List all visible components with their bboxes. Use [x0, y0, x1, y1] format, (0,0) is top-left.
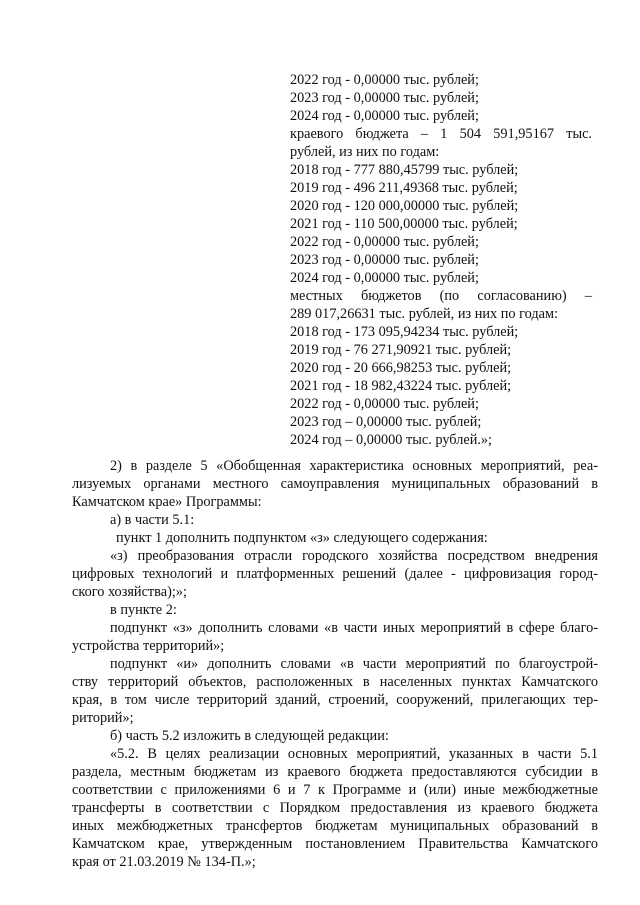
budget-line: 2023 год - 0,00000 тыс. рублей;	[290, 90, 479, 106]
budget-line: 2024 год - 0,00000 тыс. рублей;	[290, 270, 479, 286]
budget-line: 2021 год - 18 982,43224 тыс. рублей;	[290, 378, 512, 394]
budget-line: 2020 год - 20 666,98253 тыс. рублей;	[290, 360, 512, 376]
paragraph-line: ского хозяйства);»;	[72, 584, 187, 600]
budget-line: 2019 год - 76 271,90921 тыс. рублей;	[290, 342, 512, 358]
paragraph-line: устройства территорий»;	[72, 638, 225, 654]
paragraph-line: цифровых технологий и платформенных решений (далее - цифровизация город-	[72, 566, 598, 582]
budget-heading: местных бюджетов (по согласованию) –	[290, 288, 592, 304]
budget-line: 2022 год - 0,00000 тыс. рублей;	[290, 396, 479, 412]
budget-line: 2023 год – 0,00000 тыс. рублей;	[290, 414, 482, 430]
paragraph-line: Камчатском крае, утвержденным постановлением Правительства Камчатского	[72, 836, 598, 852]
budget-line: 2022 год - 0,00000 тыс. рублей;	[290, 72, 479, 88]
paragraph-line: пункт 1 дополнить подпунктом «з» следующего содержания:	[116, 530, 488, 546]
paragraph-line: риторий»;	[72, 710, 134, 726]
budget-line: 2018 год - 777 880,45799 тыс. рублей;	[290, 162, 519, 178]
paragraph-line: подпункт «з» дополнить словами «в части иных мероприятий в сфере благо-	[110, 620, 598, 636]
budget-heading: краевого бюджета – 1 504 591,95167 тыс.	[290, 126, 592, 142]
paragraph-line: трансферты в соответствии с Порядком предоставления из краевого бюджета	[72, 800, 598, 816]
paragraph-line: Камчатском крае» Программы:	[72, 494, 262, 510]
budget-line: 2019 год - 496 211,49368 тыс. рублей;	[290, 180, 518, 196]
paragraph-line: края от 21.03.2019 № 134-П.»;	[72, 854, 256, 870]
budget-line: 2022 год - 0,00000 тыс. рублей;	[290, 234, 479, 250]
paragraph-line: б) часть 5.2 изложить в следующей редакции:	[110, 728, 389, 744]
budget-line: 2020 год - 120 000,00000 тыс. рублей;	[290, 198, 519, 214]
budget-line: 2023 год - 0,00000 тыс. рублей;	[290, 252, 479, 268]
budget-line: рублей, из них по годам:	[290, 144, 440, 160]
budget-line: 2021 год - 110 500,00000 тыс. рублей;	[290, 216, 518, 232]
paragraph-line: «5.2. В целях реализации основных мероприятий, указанных в части 5.1	[110, 746, 598, 762]
paragraph-line: раздела, местным бюджетам из краевого бюджета предоставляются субсидии в	[72, 764, 598, 780]
paragraph-line: ству территорий объектов, расположенных в населенных пунктах Камчатского	[72, 674, 598, 690]
paragraph-line: подпункт «и» дополнить словами «в части мероприятий по благоустрой-	[110, 656, 598, 672]
paragraph-line: лизуемых органами местного самоуправления муниципальных образований в	[72, 476, 598, 492]
paragraph-line: «з) преобразования отрасли городского хозяйства посредством внедрения	[110, 548, 598, 564]
paragraph-line: соответствии с приложениями 6 и 7 к Программе и (или) иные межбюджетные	[72, 782, 598, 798]
budget-line: 2024 год - 0,00000 тыс. рублей;	[290, 108, 479, 124]
paragraph-line: края, в том числе территорий зданий, строений, сооружений, прилегающих тер-	[72, 692, 598, 708]
paragraph-line: иных межбюджетных трансфертов бюджетам муниципальных образований в	[72, 818, 598, 834]
budget-line: 2018 год - 173 095,94234 тыс. рублей;	[290, 324, 519, 340]
budget-line: 289 017,26631 тыс. рублей, из них по годам:	[290, 306, 558, 322]
budget-line: 2024 год – 0,00000 тыс. рублей.»;	[290, 432, 493, 448]
paragraph-line: в пункте 2:	[110, 602, 177, 618]
paragraph-line: а) в части 5.1:	[110, 512, 195, 528]
paragraph-line: 2) в разделе 5 «Обобщенная характеристика основных мероприятий, реа-	[110, 458, 598, 474]
